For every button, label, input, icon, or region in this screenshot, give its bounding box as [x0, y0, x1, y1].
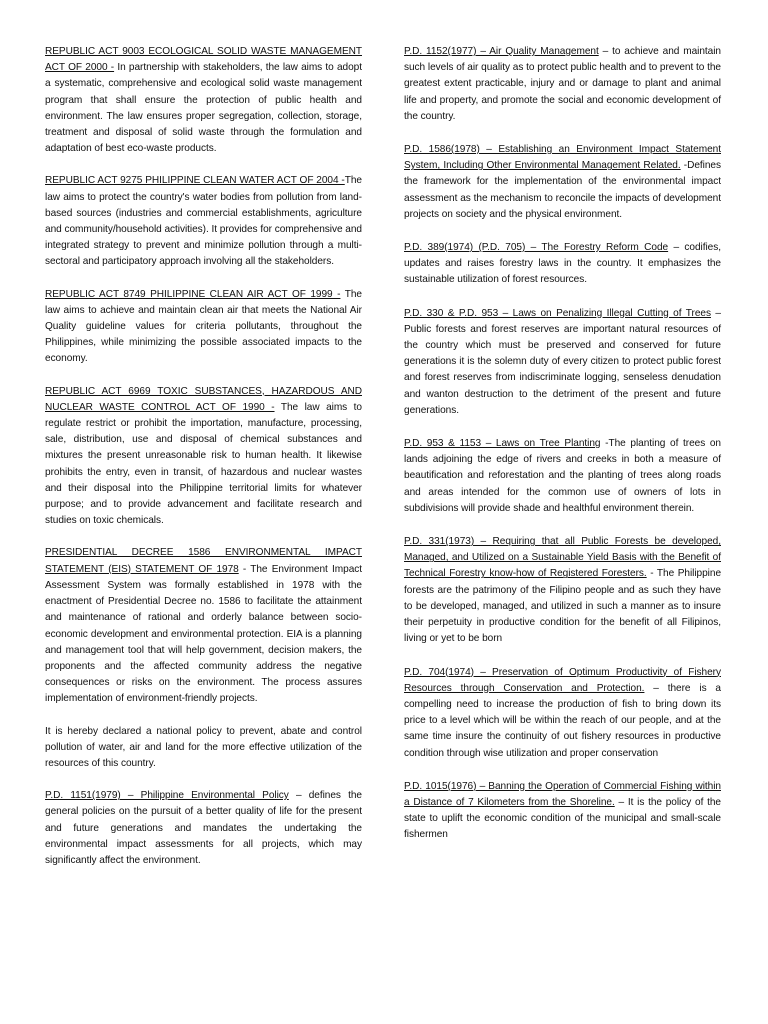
law-description: It is hereby declared a national policy to prevent, abate and control pollution of water, air and land for the more effective utilization of the resources of this country.	[45, 725, 362, 769]
law-description: In partnership with stakeholders, the law aims to adopt a systematic, comprehensive and ecological solid waste management program that shall ensure the protection of public health and environment. The law ensures proper segregation, collection, storage, treatment and disposal of solid waste through the formulation and adaptation of best eco-waste products.	[45, 62, 362, 155]
law-description: -Defines the framework for the implementation of the environmental impact assessment as the mechanism to reconcile the impacts of development projects on society and the physical environment.	[404, 160, 721, 220]
law-entry-pd-1586-eis	[45, 545, 362, 707]
law-description: The law aims to achieve and maintain clean air that meets the National Air Quality guideline values for criteria pollutants, throughout the Philippines, while minimizing the possible associated impacts to the economy.	[45, 288, 362, 365]
law-heading: P.D. 1151(1979) – Philippine Environmental Policy	[45, 790, 289, 802]
law-entry-pd-1152	[404, 44, 721, 125]
law-description: – defines the general policies on the pursuit of a better quality of life for the present and future generations and mandates the undertaking the environmental impact assessments for all projects, which may significantly affect the environment.	[45, 790, 362, 866]
law-description: The law aims to protect the country's water bodies from pollution from land-based sources (industries and commercial establishments, agriculture and community/household activities). It provides for comprehensive and integrated strategy to prevent and minimize pollution through a multi-sectoral and participatory approach involving all the stakeholders.	[45, 175, 362, 268]
law-heading: PRESIDENTIAL DECREE 1586 ENVIRONMENTAL IMPACT STATEMENT (EIS) STATEMENT OF 1978	[45, 547, 362, 575]
left-column	[45, 44, 362, 885]
law-description: – Public forests and forest reserves are important natural resources of the country which must be preserved and conserved for future generations it is the solemn duty of every citizen to protect public forest and forest reserves from indiscriminate logging, senseless denudation and wanton destruction to the detriment of the present and future generations.	[404, 307, 721, 416]
two-column-layout	[45, 44, 744, 885]
law-entry-ra-9275	[45, 173, 362, 270]
law-heading: P.D. 331(1973) – Requiring that all Public Forests be developed, Managed, and Utilized on a Sustainable Yield Basis with the Benefit of Technical Forestry know-how of Registered Foresters.	[404, 536, 721, 580]
law-heading: P.D. 953 & 1153 – Laws on Tree Planting	[404, 438, 601, 450]
law-description: – there is a compelling need to increase the production of fish to bring down its price to a level which will be within the reach of our people, and at the same time insure the continuity of out fishery resources in productive condition through wise utilization and proper conservation	[404, 682, 721, 759]
law-entry-pd-1151	[45, 788, 362, 869]
law-entry-pd-1015	[404, 779, 721, 844]
law-entry-pd-704	[404, 665, 721, 762]
law-heading: P.D. 1586(1978) – Establishing an Environment Impact Statement System, Including Other Environmental Management Related.	[404, 144, 721, 172]
law-description: The law aims to regulate restrict or prohibit the importation, manufacture, processing, sale, distribution, use and disposal of chemical substances and mixtures the present unreasonable risk to human health. It likewise prohibits the entry, even in transit, of hazardous and nuclear wastes and their disposal into the Philippine territorial limits for whatever purpose; and to provide advancement and facilitate research and studies on toxic chemicals.	[45, 401, 362, 527]
law-entry-ra-8749	[45, 287, 362, 368]
law-description: -The planting of trees on lands adjoining the edge of rivers and creeks in both a measure of beautification and reforestation and the planting of trees along roads and areas intended for the common use of owners of lots in subdivisions will provide shade and healthful environment therein.	[404, 438, 721, 514]
law-description: - The Philippine forests are the patrimony of the Filipino people and as such they have to be developed, managed, and utilized in such a manner as to insure their perpetuity in productive condition for the benefit of all Filipinos, living or yet to be born	[404, 568, 722, 645]
law-heading: REPUBLIC ACT 9275 PHILIPPINE CLEAN WATER ACT OF 2004 -	[45, 175, 345, 187]
law-description: – It is the policy of the state to uplift the economic condition of the municipal and small-scale fishermen	[404, 796, 721, 841]
law-entry-pd-389	[404, 240, 721, 289]
law-entry-ra-9003	[45, 44, 362, 157]
right-column	[404, 44, 721, 885]
law-heading: P.D. 389(1974) (P.D. 705) – The Forestry Reform Code	[404, 242, 669, 254]
law-heading: REPUBLIC ACT 8749 PHILIPPINE CLEAN AIR ACT OF 1999 -	[45, 288, 341, 300]
law-entry-pd-330-953	[404, 306, 721, 419]
law-description: - The Environment Impact Assessment System was formally established in 1978 with the enactment of Presidential Decree no. 1586 to facilitate the attainment and maintenance of rational and orderly balance between socio-economic development and environmental protection. EIA is a planning and management tool that will help government, decision makers, the proponents and the affected community address the negative consequences or risks on the environment. The process assures implementation of environment-friendly projects.	[45, 563, 363, 705]
law-heading: REPUBLIC ACT 9003 ECOLOGICAL SOLID WASTE MANAGEMENT ACT OF 2000 -	[45, 46, 362, 74]
law-heading: P.D. 1015(1976) – Banning the Operation of Commercial Fishing within a Distance of 7 Kilometers from the Shoreline.	[404, 780, 721, 808]
law-entry-pd-953-1153	[404, 436, 721, 517]
law-entry-pd-331	[404, 534, 721, 647]
law-heading: P.D. 704(1974) – Preservation of Optimum Productivity of Fishery Resources through Conservation and Protection.	[404, 666, 721, 694]
law-entry-pd-1586	[404, 142, 721, 223]
law-description: – to achieve and maintain such levels of air quality as to protect public health and to prevent to the greatest extent practicable, injury and or damage to plant and animal life and property, and promote the social and economic development of the country.	[404, 46, 721, 122]
law-description: – codifies, updates and raises forestry laws in the country. It emphasizes the sustainable utilization of forest resources.	[404, 242, 722, 286]
law-heading: REPUBLIC ACT 6969 TOXIC SUBSTANCES, HAZARDOUS AND NUCLEAR WASTE CONTROL ACT OF 1990 -	[45, 385, 362, 413]
law-heading: P.D. 330 & P.D. 953 – Laws on Penalizing Illegal Cutting of Trees	[404, 307, 711, 319]
policy-declaration	[45, 724, 362, 773]
law-entry-ra-6969	[45, 384, 362, 530]
law-heading: P.D. 1152(1977) – Air Quality Management	[404, 46, 599, 57]
